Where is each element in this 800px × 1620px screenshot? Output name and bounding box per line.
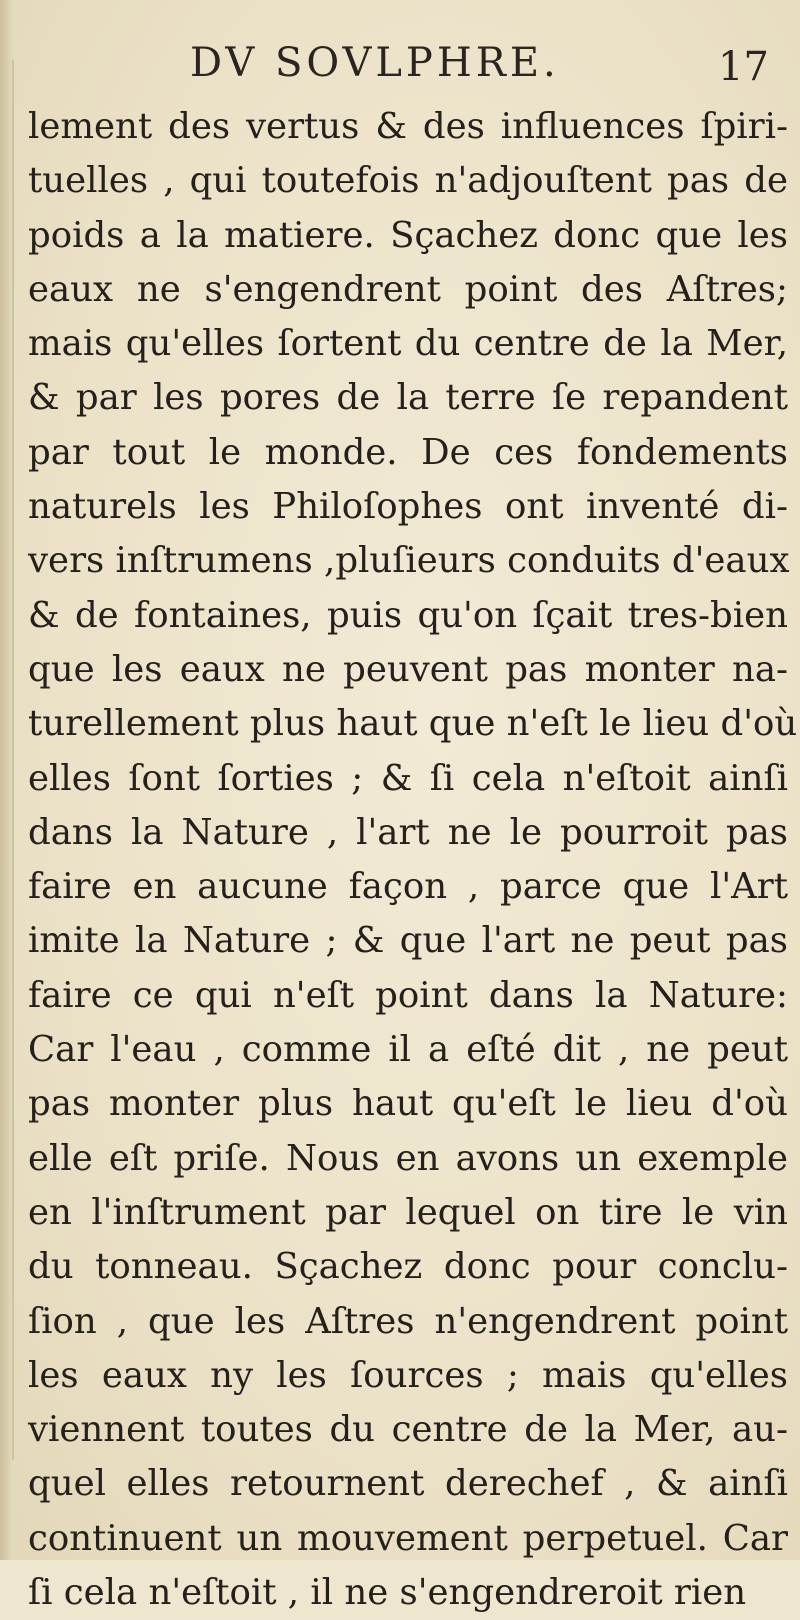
- text-line: ſi cela n'eſtoit , il ne s'engendreroit rien: [28, 1572, 747, 1614]
- running-header: DV SOVLPHRE.: [190, 40, 560, 86]
- text-line: naturels les Philoſophes ont inventé di-: [28, 486, 788, 528]
- text-line: turellement plus haut que n'eſt le lieu d'où: [28, 703, 798, 745]
- text-line: pas monter plus haut qu'eſt le lieu d'où: [28, 1083, 788, 1125]
- text-line: elles ſont ſorties ; & ſi cela n'eſtoit ainſi: [28, 757, 788, 799]
- text-line: tuelles , qui toutefois n'adjouſtent pas de: [28, 160, 788, 202]
- text-line: que les eaux ne peuvent pas monter na-: [28, 648, 788, 690]
- page-number: 17: [718, 44, 769, 90]
- text-line: vers inſtrumens ,pluſieurs conduits d'eaux: [28, 540, 790, 582]
- text-line: ſion , que les Aſtres n'engendrent point: [28, 1300, 788, 1342]
- text-line: eaux ne s'engendrent point des Aſtres;: [28, 268, 788, 310]
- text-line: continuent un mouvement perpetuel. Car: [28, 1517, 788, 1559]
- text-line: elle eſt priſe. Nous en avons un exemple: [28, 1137, 788, 1179]
- text-line: & de fontaines, puis qu'on ſçait tres-bien: [28, 594, 788, 636]
- text-line: lement des vertus & des influences ſpiri-: [28, 106, 788, 147]
- gutter-shadow-line: [12, 60, 14, 1460]
- text-line: du tonneau. Sçachez donc pour conclu-: [28, 1246, 788, 1288]
- text-line: & par les pores de la terre ſe repandent: [28, 377, 788, 419]
- text-line: mais qu'elles ſortent du centre de la Mer,: [28, 323, 788, 365]
- text-line: Car l'eau , comme il a eſté dit , ne peut: [28, 1029, 788, 1071]
- text-line: poids a la matiere. Sçachez donc que les: [28, 214, 788, 256]
- text-line: les eaux ny les ſources ; mais qu'elles: [28, 1354, 788, 1396]
- text-line: par tout le monde. De ces fondements: [28, 431, 788, 473]
- text-line: faire en aucune façon , parce que l'Art: [28, 866, 788, 908]
- text-line: quel elles retournent derechef , & ainſi: [28, 1463, 788, 1505]
- text-line: imite la Nature ; & que l'art ne peut pas: [28, 920, 788, 962]
- body-text: [28, 100, 798, 1620]
- text-line: dans la Nature , l'art ne le pourroit pas: [28, 811, 788, 853]
- text-line: faire ce qui n'eſt point dans la Nature:: [28, 974, 788, 1016]
- text-line: en l'inſtrument par lequel on tire le vin: [28, 1191, 788, 1233]
- text-line: viennent toutes du centre de la Mer, au-: [28, 1409, 788, 1451]
